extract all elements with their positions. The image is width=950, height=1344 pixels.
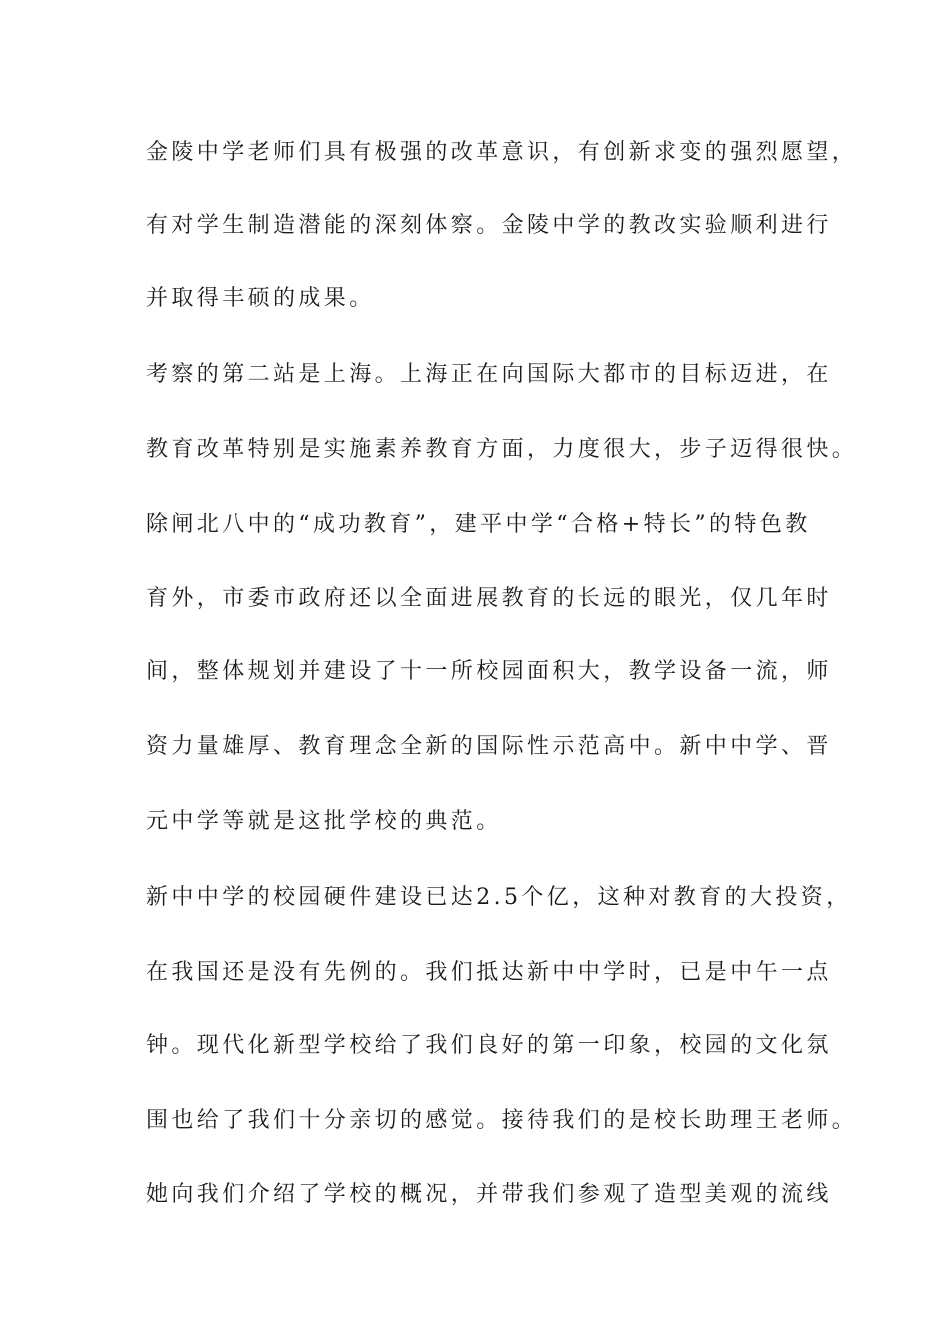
text-line: 育外，市委市政府还以全面进展教育的长远的眼光，仅几年时 bbox=[146, 586, 832, 611]
text-line: 并取得丰硕的成果。 bbox=[146, 286, 375, 311]
text-line: 金陵中学老师们具有极强的改革意识，有创新求变的强烈愿望， bbox=[146, 140, 858, 165]
text-line: 围也给了我们十分亲切的感觉。接待我们的是校长助理王老师。 bbox=[146, 1108, 858, 1133]
text-line: 除闸北八中的“成功教育”，建平中学“合格+特长”的特色教 bbox=[146, 512, 811, 537]
text-line: 新中中学的校园硬件建设已达2.5个亿，这种对教育的大投资， bbox=[146, 885, 852, 910]
text-line: 在我国还是没有先例的。我们抵达新中中学时，已是中午一点 bbox=[146, 960, 832, 985]
text-line: 间，整体规划并建设了十一所校园面积大，教学设备一流，师 bbox=[146, 659, 832, 684]
text-line: 元中学等就是这批学校的典范。 bbox=[146, 809, 502, 834]
text-line: 钟。现代化新型学校给了我们良好的第一印象，校园的文化氛 bbox=[146, 1033, 832, 1058]
text-line: 有对学生制造潜能的深刻体察。金陵中学的教改实验顺利进行 bbox=[146, 213, 832, 238]
text-line: 她向我们介绍了学校的概况，并带我们参观了造型美观的流线 bbox=[146, 1182, 832, 1207]
text-line: 资力量雄厚、教育理念全新的国际性示范高中。新中中学、晋 bbox=[146, 734, 832, 759]
text-line: 教育改革特别是实施素养教育方面，力度很大，步子迈得很快。 bbox=[146, 437, 858, 462]
text-line: 考察的第二站是上海。上海正在向国际大都市的目标迈进，在 bbox=[146, 362, 832, 387]
